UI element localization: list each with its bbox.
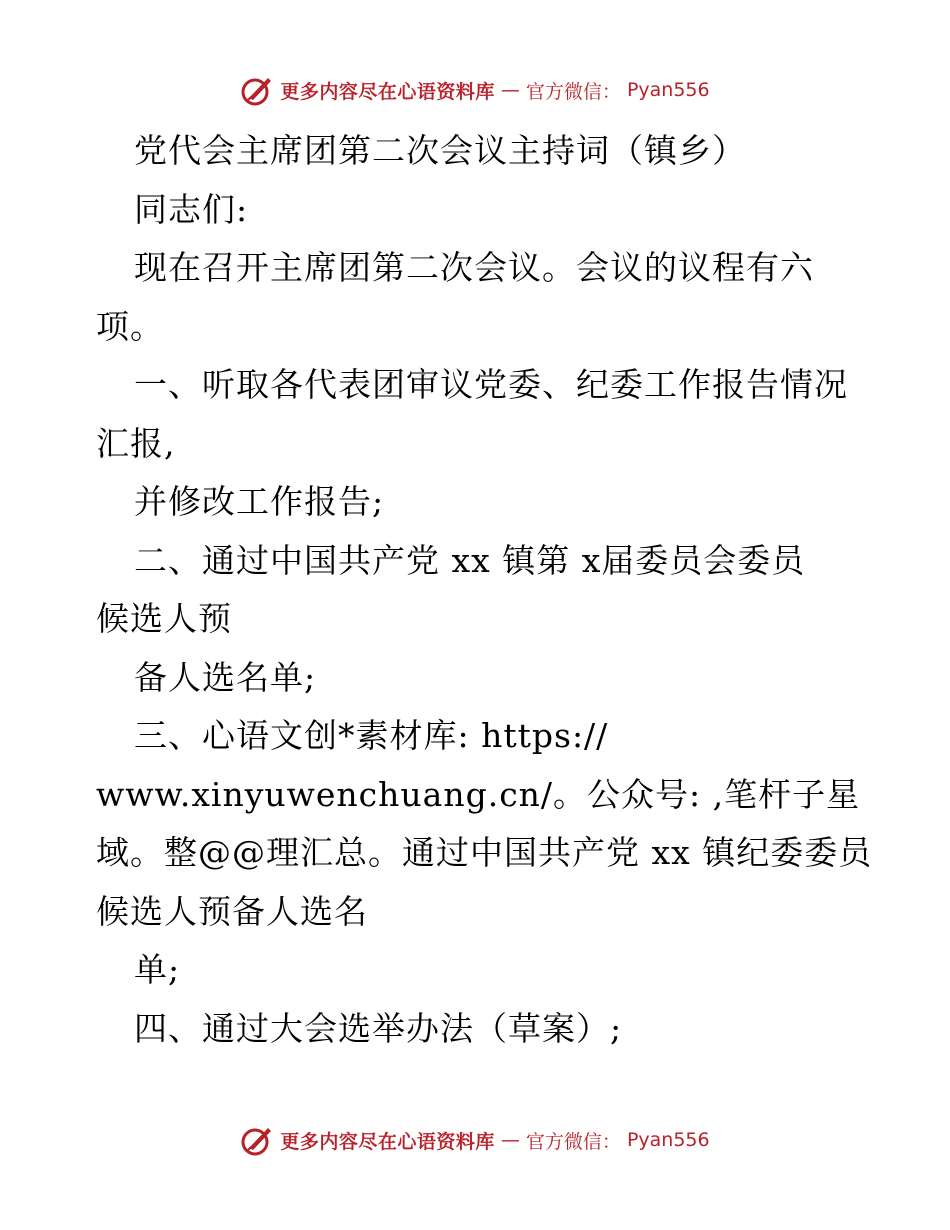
agenda-item-3: 三、心语文创*素材库: https:// [134,716,609,755]
paragraph-line: 并修改工作报告; [134,482,385,521]
paragraph-line: 候选人预备人选名 [96,891,368,931]
paragraph-line: 项。 [96,306,164,346]
watermark-separator: — [500,79,520,101]
document-title: 党代会主席团第二次会议主持词（镇乡） [134,131,746,170]
watermark-account: Pyan556 [626,79,710,101]
paragraph-line: 域。整@@理汇总。通过中国共产党 xx 镇纪委委员 [96,833,873,872]
quill-logo-icon [240,1123,274,1157]
watermark-header [0,70,950,110]
watermark-text: 更多内容尽在心语资料库 [280,80,495,103]
url-line: www.xinyuwenchuang.cn/。公众号: ,笔杆子星 [96,774,861,814]
agenda-item-4: 四、通过大会选举办法（草案）; [134,1008,623,1048]
salutation: 同志们: [134,189,249,229]
watermark-footer [0,1120,950,1160]
watermark-text: 更多内容尽在心语资料库 [280,1130,495,1153]
watermark-separator: — [500,1129,520,1151]
quill-logo-icon [240,73,274,107]
paragraph-line: 汇报, [96,423,176,463]
watermark-account-label: 官方微信： [525,1130,621,1153]
watermark-account-label: 官方微信： [525,80,621,103]
paragraph-line: 单; [134,950,181,989]
paragraph-line: 现在召开主席团第二次会议。会议的议程有六 [134,248,814,287]
agenda-item-2: 二、通过中国共产党 xx 镇第 x届委员会委员 [134,540,806,580]
paragraph-line: 备人选名单; [134,657,317,697]
paragraph-line: 候选人预 [96,599,232,638]
document-body [96,122,873,1058]
agenda-item-1: 一、听取各代表团审议党委、纪委工作报告情况 [134,365,848,404]
watermark-account: Pyan556 [626,1129,710,1151]
